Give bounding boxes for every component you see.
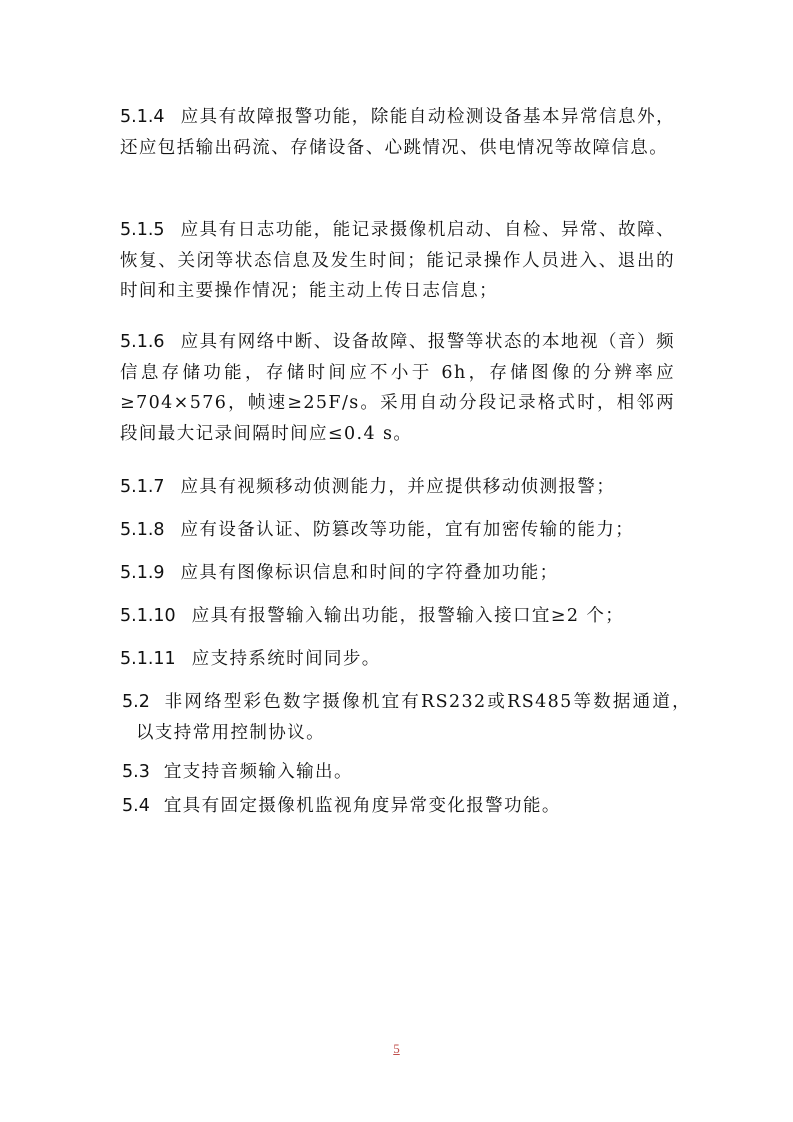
clause-number: 5.1.6 bbox=[120, 332, 165, 352]
section-5-4 bbox=[122, 791, 677, 822]
clause-number: 5.1.10 bbox=[120, 606, 176, 626]
clause-text: 应具有网络中断、设备故障、报警等状态的本地视（音）频信息存储功能，存储时间应不小于 6h，存储图像的分辨率应≥704×576，帧速≥25F/s。采用自动分段记录格式时，相邻两段间最大记录间隔时间应≤0.4 s。 bbox=[120, 332, 675, 444]
clause-text: 应具有图像标识信息和时间的字符叠加功能； bbox=[180, 563, 559, 583]
clause-5-1-4 bbox=[120, 102, 675, 163]
clause-number: 5.1.9 bbox=[120, 563, 165, 583]
section-number: 5.4 bbox=[122, 796, 150, 816]
clause-5-1-8 bbox=[120, 515, 675, 546]
section-text: 宜支持音频输入输出。 bbox=[163, 762, 353, 782]
clause-5-1-7 bbox=[120, 472, 675, 503]
clause-text: 应有设备认证、防篡改等功能，宜有加密传输的能力； bbox=[180, 520, 635, 540]
section-text: 宜具有固定摄像机监视角度异常变化报警功能。 bbox=[163, 796, 561, 816]
clause-5-1-5 bbox=[120, 215, 675, 307]
clause-text: 应具有故障报警功能，除能自动检测设备基本异常信息外，还应包括输出码流、存储设备、心跳情况、供电情况等故障信息。 bbox=[120, 107, 675, 158]
clause-5-1-10 bbox=[120, 601, 675, 632]
section-5-3 bbox=[122, 757, 677, 788]
page-number-text: 5 bbox=[393, 1041, 400, 1056]
clause-5-1-11 bbox=[120, 644, 675, 675]
clause-number: 5.1.11 bbox=[120, 649, 176, 669]
clause-text: 应具有日志功能，能记录摄像机启动、自检、异常、故障、恢复、关闭等状态信息及发生时间；能记录操作人员进入、退出的时间和主要操作情况；能主动上传日志信息； bbox=[120, 220, 675, 301]
page-number bbox=[0, 1041, 793, 1057]
clause-number: 5.1.4 bbox=[120, 107, 165, 127]
clause-text: 应具有视频移动侦测能力，并应提供移动侦测报警； bbox=[180, 477, 616, 497]
section-number: 5.3 bbox=[122, 762, 150, 782]
clause-5-1-9 bbox=[120, 558, 675, 589]
clause-text: 应支持系统时间同步。 bbox=[191, 649, 381, 669]
clause-number: 5.1.8 bbox=[120, 520, 165, 540]
clause-number: 5.1.7 bbox=[120, 477, 165, 497]
section-number: 5.2 bbox=[122, 692, 150, 712]
clause-number: 5.1.5 bbox=[120, 220, 165, 240]
clause-5-1-6 bbox=[120, 327, 675, 449]
section-5-2 bbox=[122, 687, 691, 748]
clause-text: 应具有报警输入输出功能，报警输入接口宜≥2 个； bbox=[191, 606, 625, 626]
section-text: 非网络型彩色数字摄像机宜有RS232或RS485等数据通道，以支持常用控制协议。 bbox=[136, 692, 691, 743]
